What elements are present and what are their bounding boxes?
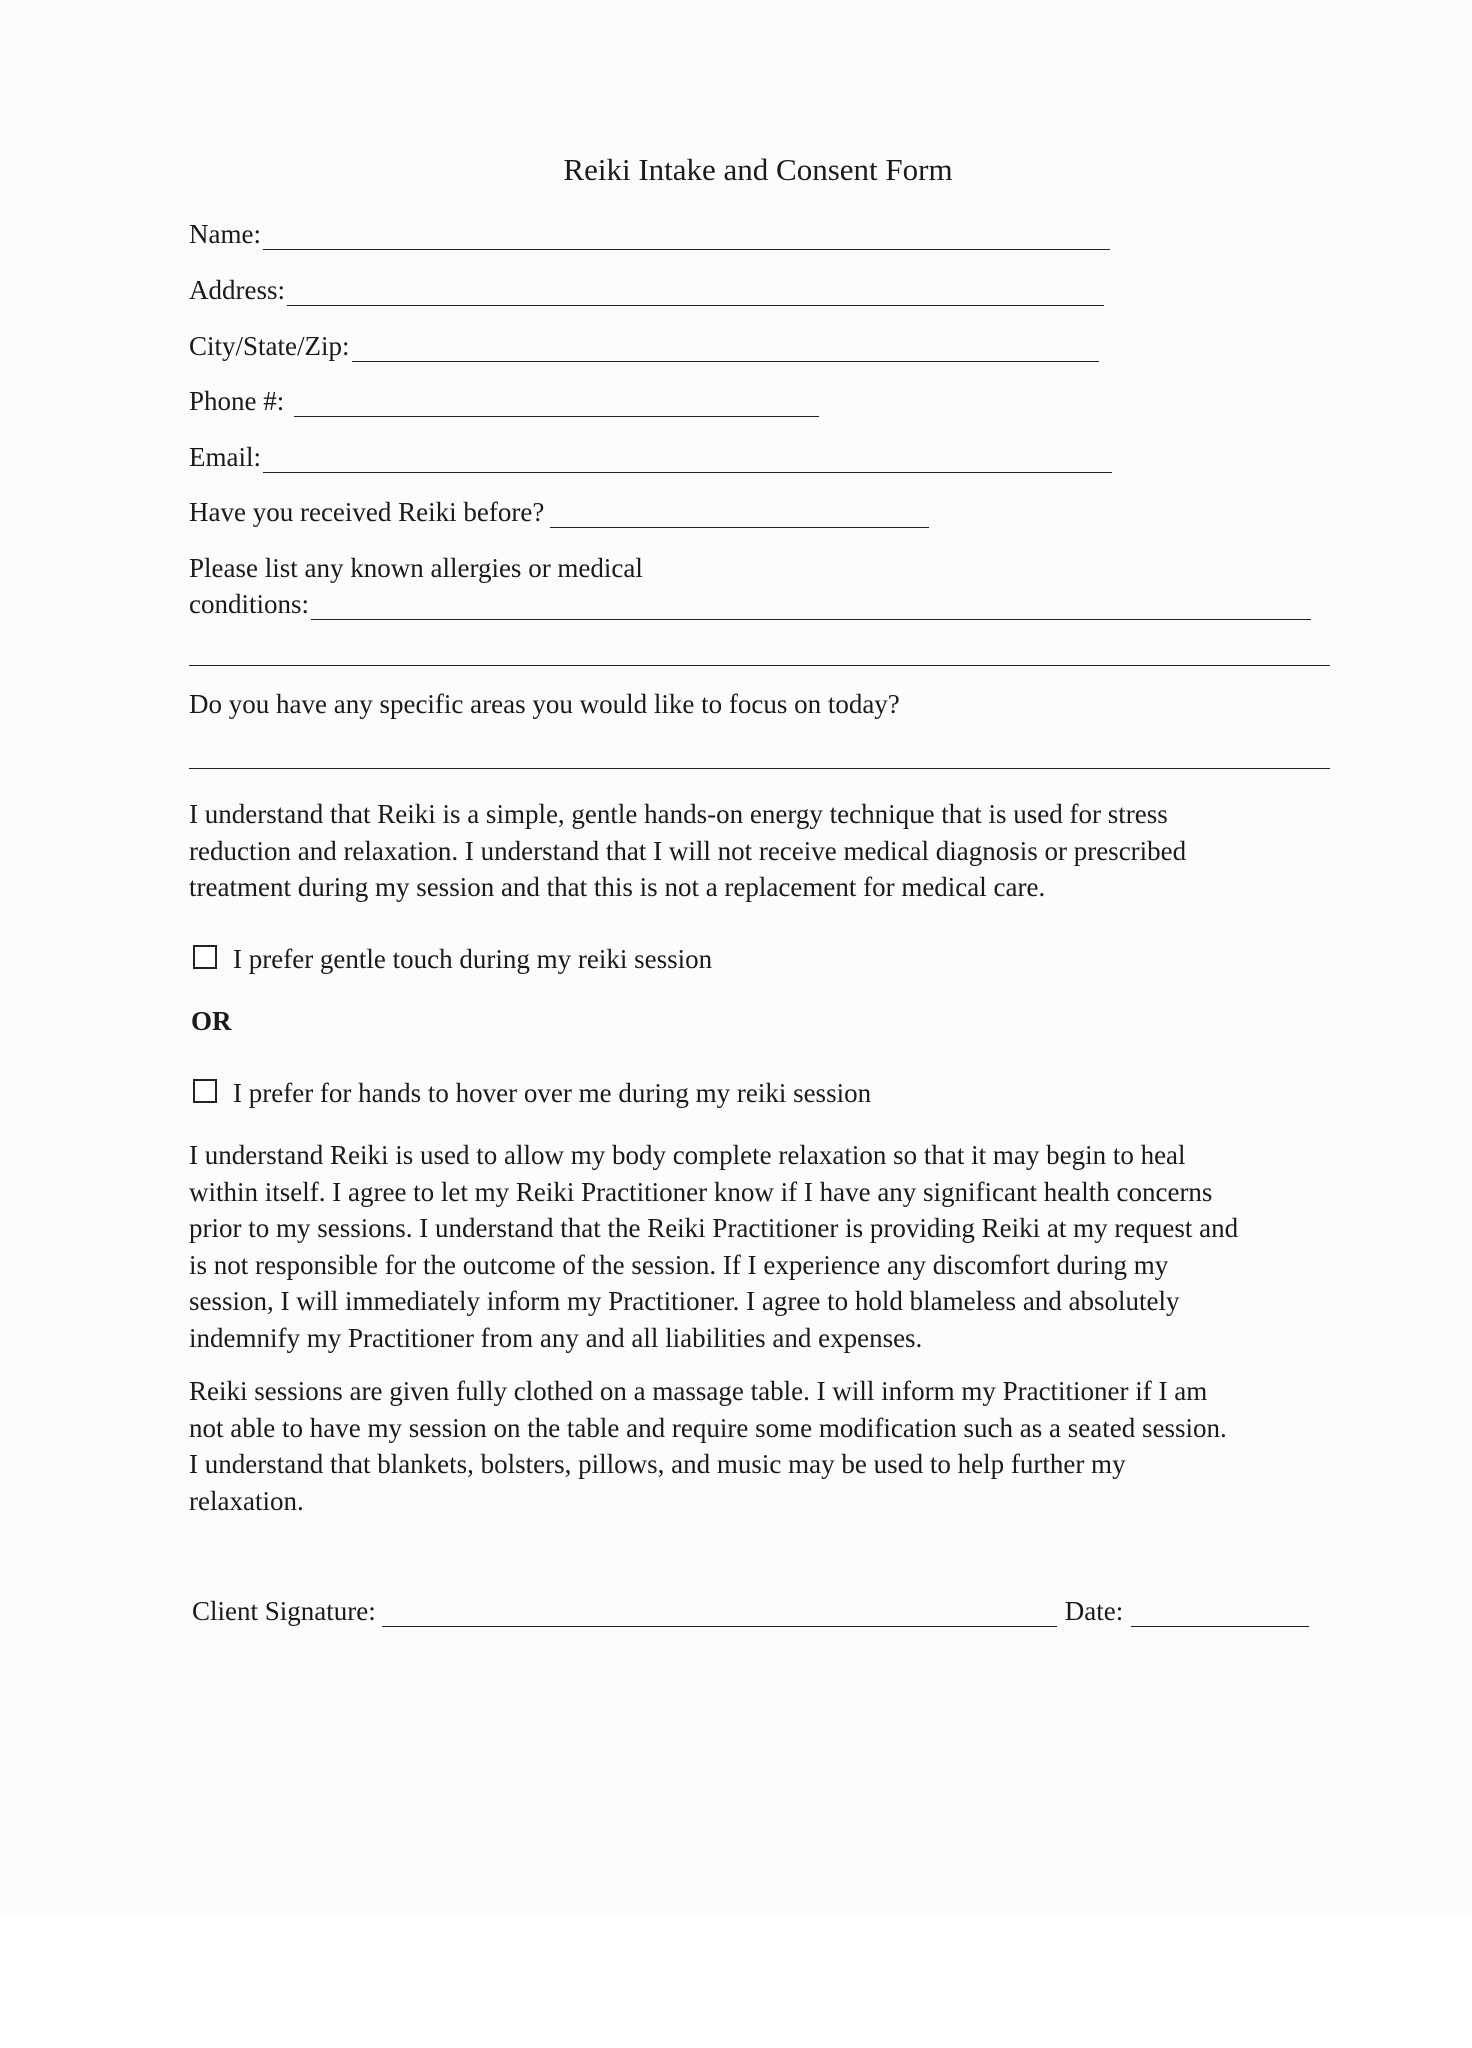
scan-margin [0, 1915, 1472, 2048]
received-before-field [189, 496, 929, 528]
phone-input-line[interactable] [294, 392, 819, 417]
gentle-touch-checkbox[interactable] [193, 945, 217, 969]
focus-areas-input-line[interactable] [189, 768, 1330, 769]
name-field [189, 218, 1110, 250]
name-input-line[interactable] [263, 225, 1110, 250]
phone-label: Phone #: [189, 386, 285, 416]
allergies-label-line2: conditions: [189, 589, 309, 619]
address-label: Address: [189, 275, 285, 305]
gentle-touch-option[interactable] [193, 944, 712, 975]
form-title: Reiki Intake and Consent Form [563, 152, 953, 187]
allergies-input-line-1[interactable] [311, 595, 1311, 620]
understanding-paragraph: I understand that Reiki is a simple, gentle hands-on energy technique that is used for stress reduction and relaxation. I understand that I will not receive medical diagnosis or prescribed treatment during my session and that this is not a replacement for medical care. [189, 799, 1187, 902]
phone-field [189, 385, 819, 417]
email-field [189, 441, 1112, 473]
client-signature-label: Client Signature: [192, 1596, 376, 1626]
focus-areas-label: Do you have any specific areas you would like to focus on today? [189, 689, 900, 719]
email-input-line[interactable] [263, 448, 1112, 473]
gentle-touch-label: I prefer gentle touch during my reiki session [233, 944, 713, 974]
signature-row [192, 1596, 1309, 1627]
address-field [189, 274, 1104, 306]
received-before-input-line[interactable] [550, 503, 929, 528]
date-line[interactable] [1131, 1602, 1309, 1627]
received-before-label: Have you received Reiki before? [189, 497, 545, 527]
hover-option[interactable] [193, 1078, 871, 1109]
allergies-input-line-2[interactable] [189, 665, 1330, 666]
email-label: Email: [189, 442, 261, 472]
name-label: Name: [189, 219, 261, 249]
client-signature-line[interactable] [382, 1602, 1057, 1627]
session-paragraph: Reiki sessions are given fully clothed on a massage table. I will inform my Practitioner if I am not able to have my session on the table and require some modification such as a seated session. I understand that blankets, bolsters, pillows, and music may be used to help further my relaxation. [189, 1376, 1227, 1516]
date-label: Date: [1064, 1596, 1124, 1626]
city-state-zip-input-line[interactable] [352, 337, 1099, 362]
city-state-zip-label: City/State/Zip: [189, 331, 350, 361]
hover-checkbox[interactable] [193, 1079, 217, 1103]
or-separator: OR [191, 1006, 232, 1036]
address-input-line[interactable] [287, 281, 1104, 306]
allergies-field [189, 588, 1311, 620]
hover-label: I prefer for hands to hover over me during my reiki session [233, 1078, 872, 1108]
city-state-zip-field [189, 330, 1099, 362]
liability-paragraph: I understand Reiki is used to allow my body complete relaxation so that it may begin to heal within itself. I agree to let my Reiki Practitioner know if I have any significant health concerns prior to my sessions. I understand that the Reiki Practitioner is providing Reiki at my request and is not responsible for the outcome of the session. If I experience any discomfort during my session, I will immediately inform my Practitioner. I agree to hold blameless and absolutely indemnify my Practitioner from any and all liabilities and expenses. [189, 1140, 1239, 1353]
allergies-label: Please list any known allergies or medical [189, 553, 643, 583]
